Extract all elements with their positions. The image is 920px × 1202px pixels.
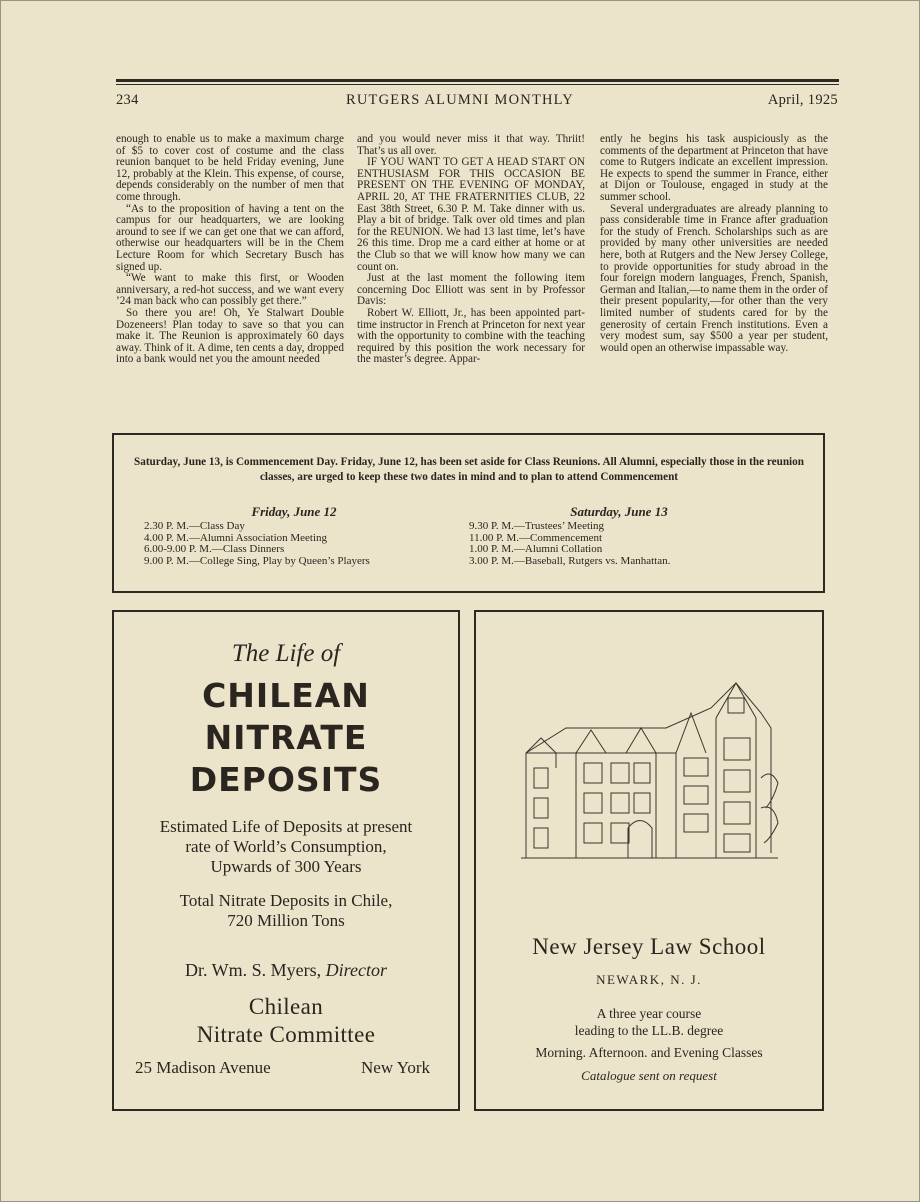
ad-city: New York: [361, 1058, 430, 1077]
law-school-location: NEWARK, N. J.: [596, 972, 702, 987]
friday-schedule: [144, 506, 444, 567]
friday-heading: Friday, June 12: [251, 504, 337, 519]
ad-total-line: Total Nitrate Deposits in Chile,: [179, 891, 393, 910]
schedule-notice: Saturday, June 13, is Commencement Day. Friday, June 12, has been set aside for Class Reunions. All Alumni, especially those in the reunion classes, are urged to keep these two dates in mind and to plan to attend Commencement: [134, 456, 804, 483]
page-number: 234: [116, 92, 139, 108]
paragraph: and you would never miss it that way. Thriit! That’s us all over.: [357, 133, 585, 157]
ad-estimate-line: Upwards of 300 Years: [210, 857, 362, 876]
ad-director: [114, 960, 458, 980]
nitrate-advertisement: [112, 610, 460, 1111]
paragraph: Just at the last moment the following item concerning Doc Elliott was sent in by Professor Davis:: [357, 272, 585, 308]
article-column-3: [600, 134, 828, 354]
paragraph: Robert W. Elliott, Jr., has been appointed part-time instructor in French at Princeton for next year with the opportunity to combine with the teaching required by this position the work necessary for the master’s degree. Appar-: [357, 306, 585, 366]
schedule-item: 9.30 P. M.—Trustees’ Meeting: [469, 520, 605, 533]
director-title: Director: [325, 960, 387, 980]
paragraph: “As to the proposition of having a tent on the campus for our headquarters, we are looking around to see if we can get one that we can afford, otherwise our headquarters will be in the Chem Lecture Room for which Secretary Busch has signed up.: [116, 202, 344, 273]
law-catalogue: Catalogue sent on request: [581, 1068, 717, 1083]
ad-estimate-line: rate of World’s Consumption,: [185, 837, 387, 856]
law-school-name: New Jersey Law School: [532, 934, 766, 959]
director-name: Dr. Wm. S. Myers,: [185, 960, 322, 980]
paragraph: ently he begins his task auspiciously as the comments of the department at Princeton that have come to Rutgers indicate an excellent impression. He expects to spend the summer in France, either at Dijon or Toulouse, engaged in study at the summer school.: [600, 133, 828, 203]
law-course-line: leading to the LL.B. degree: [574, 1023, 724, 1038]
ad-intro: The Life of: [231, 640, 341, 667]
ad-estimate-line: Estimated Life of Deposits at present: [159, 817, 413, 836]
publication-title: RUTGERS ALUMNI MONTHLY: [346, 92, 574, 108]
law-school-building-illustration: [516, 658, 781, 868]
article-column-1: [116, 134, 344, 366]
paragraph: So there you are! Oh, Ye Stalwart Double Dozeneers! Plan today to save so that you can make it. The Reunion is approximately 60 days away. Think of it. A dime, ten cents a day, dropped into a bank would net you the amount needed: [116, 306, 344, 366]
paragraph: IF YOU WANT TO GET A HEAD START ON ENTHUSIASM FOR THIS OCCASION BE PRESENT ON THE EVENING OF MONDAY, APRIL 20, AT THE FRATERNITIES CLUB, 22 East 38th Street, 6.30 P. M. Take dinner with us. Play a bit of bridge. Talk over old times and plan for the REUNION. We had 13 last time, let’s have 26 this time. Drop me a card either at home or at the Club so that we will know how many we can count on.: [357, 156, 585, 273]
schedule-item: 11.00 P. M.—Commencement: [469, 531, 603, 544]
ad-address: 25 Madison Avenue: [135, 1058, 271, 1077]
paragraph: Several undergraduates are already planning to pass considerable time in France after graduation for the study of French. Scholarships such as are provided by many other universities are needed here, both at Rutgers and the New Jersey College, to provide opportunities for study abroad in the four foreign modern languages, French, Spanish, German and Italian,—to name them in the order of their present popularity,—for other than the very limited number of students cared for by the generosity of certain French institutions. Even a very modest sum, say $500 a year per student, would open an otherwise impassable way.: [600, 202, 828, 354]
ad-title-line: DEPOSITS: [189, 760, 383, 799]
schedule-item: 1.00 P. M.—Alumni Collation: [469, 543, 603, 556]
law-course-line: A three year course: [596, 1006, 702, 1021]
issue-date: April, 1925: [767, 92, 838, 108]
ad-total-line: 720 Million Tons: [227, 911, 345, 930]
ad-title-line: CHILEAN: [202, 676, 370, 715]
paragraph: “We want to make this first, or Wooden anniversary, a red-hot success, and we want every ’24 man back who can possibly get there.”: [116, 272, 344, 308]
commencement-schedule-box: [112, 433, 825, 593]
ad-committee-line: Nitrate Committee: [196, 1022, 376, 1047]
paragraph: enough to enable us to make a maximum charge of $5 to cover cost of costume and the class reunion banquet to be held Friday evening, June 12, probably at the Klein. This expense, of course, depends considerably on the number of men that come through.: [116, 133, 344, 203]
ad-committee-line: Chilean: [248, 994, 324, 1019]
law-school-advertisement: [474, 610, 824, 1111]
schedule-item: 4.00 P. M.—Alumni Association Meeting: [144, 531, 328, 544]
header-rule: [116, 79, 839, 82]
saturday-heading: Saturday, June 13: [570, 504, 668, 519]
schedule-item: 6.00-9.00 P. M.—Class Dinners: [144, 543, 285, 556]
header-rule-thin: [116, 84, 839, 85]
article-column-2: [357, 134, 585, 366]
schedule-item: 9.00 P. M.—College Sing, Play by Queen’s Players: [144, 554, 370, 567]
schedule-item: 3.00 P. M.—Baseball, Rutgers vs. Manhattan.: [469, 554, 671, 567]
saturday-schedule: [469, 506, 769, 567]
ad-title-line: NITRATE: [204, 718, 368, 757]
law-classes: Morning. Afternoon. and Evening Classes: [535, 1045, 763, 1060]
schedule-item: 2.30 P. M.—Class Day: [144, 520, 245, 533]
